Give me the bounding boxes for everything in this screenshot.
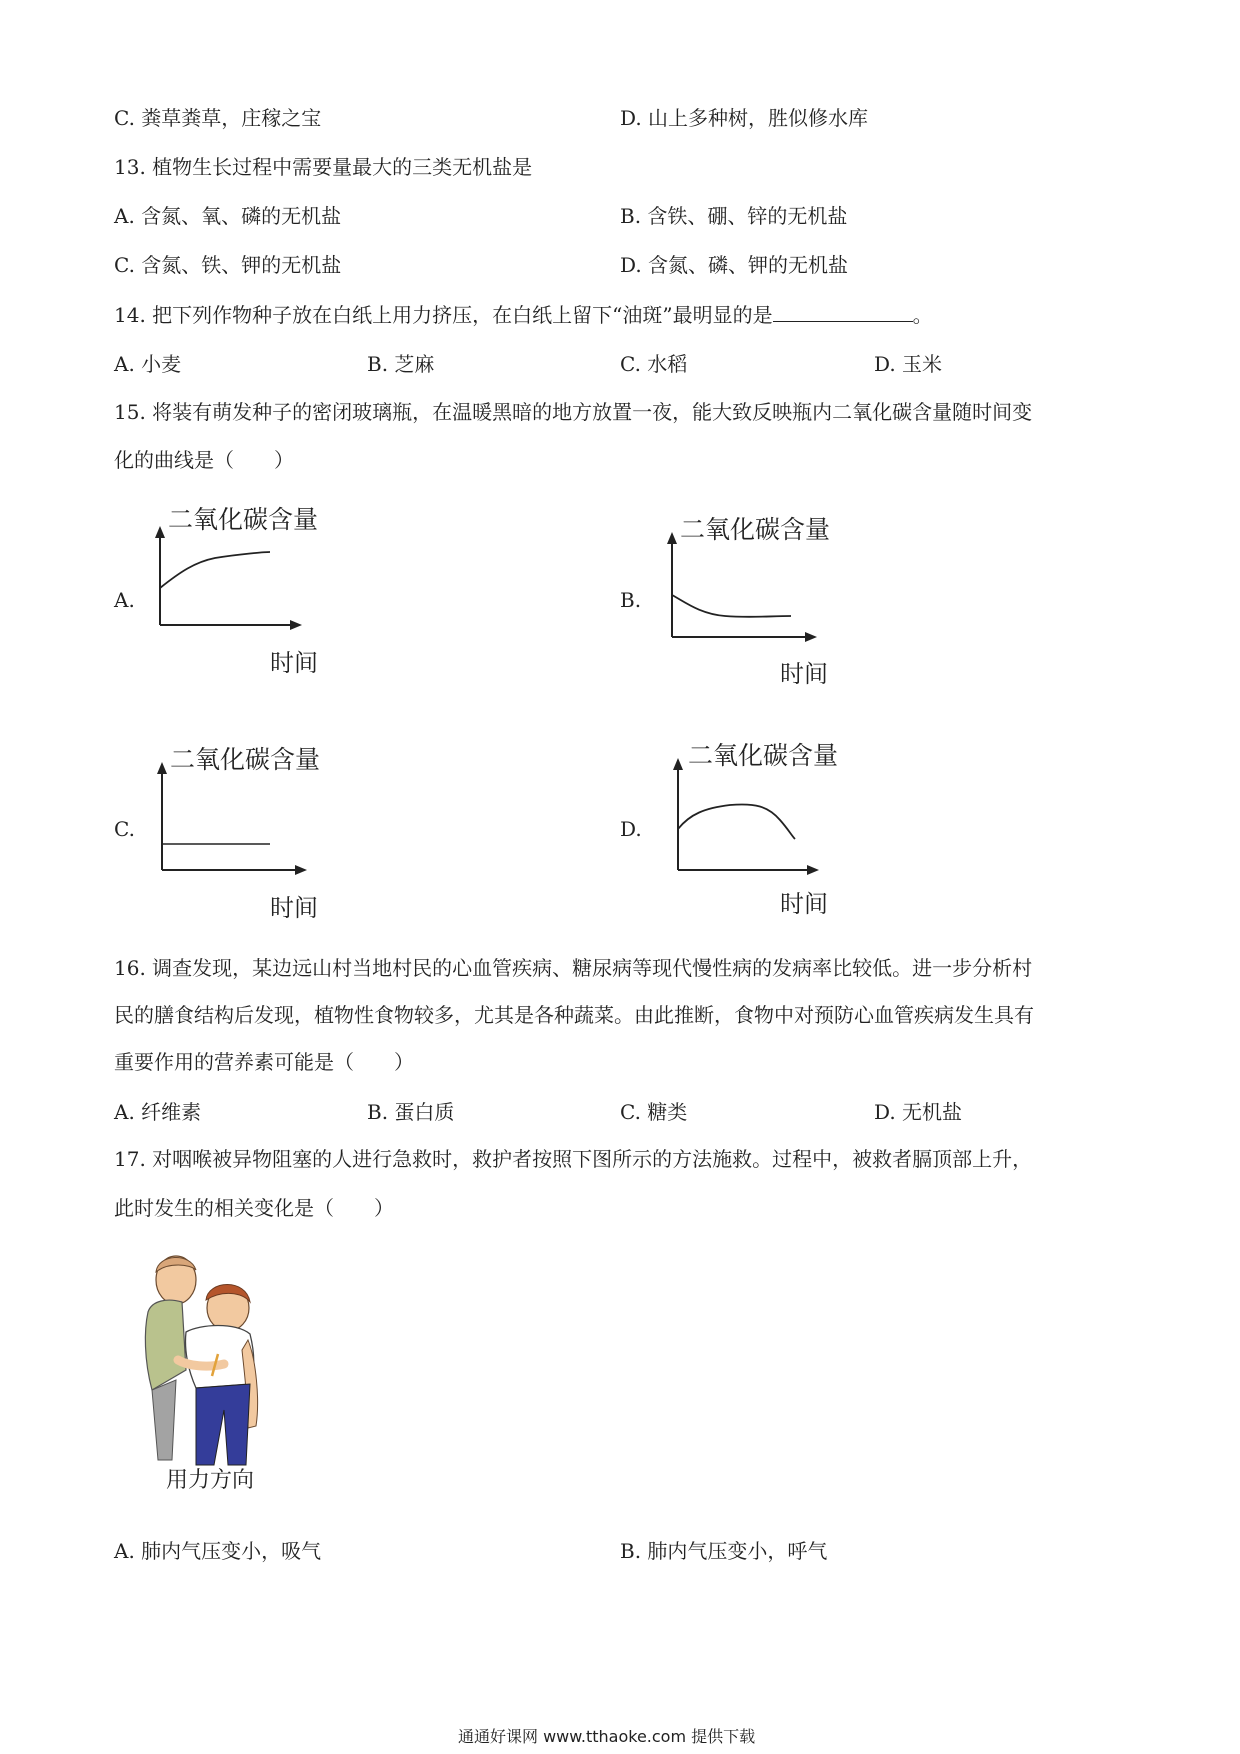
q16-stem-line1: 16. 调查发现，某边远山村当地村民的心血管疾病、糖尿病等现代慢性病的发病率比较低。进一步分析村 — [114, 956, 1033, 980]
q15-stem-line2: 化的曲线是（ ） — [114, 448, 294, 472]
q17-option-a: A. 肺内气压变小，吸气 — [114, 1539, 322, 1563]
q16-option-a: A. 纤维素 — [114, 1100, 202, 1124]
q14-option-b: B. 芝麻 — [367, 352, 435, 376]
q12-option-c: C. 粪草粪草，庄稼之宝 — [114, 106, 322, 130]
q15-graph-a — [140, 500, 320, 684]
graph-d-curve — [678, 804, 795, 839]
q15-graph-b — [650, 510, 850, 694]
graph-b-ylabel: 二氧化碳含量 — [680, 515, 831, 544]
graph-c-ylabel: 二氧化碳含量 — [170, 745, 321, 774]
q15-stem-line1: 15. 将装有萌发种子的密闭玻璃瓶，在温暖黑暗的地方放置一夜，能大致反映瓶内二氧化碳含量随时间变 — [114, 400, 1033, 424]
answer-blank — [773, 301, 913, 322]
q17-stem-line1: 17. 对咽喉被异物阻塞的人进行急救时，救护者按照下图所示的方法施救。过程中，被救者膈顶部上升， — [114, 1147, 1033, 1171]
graph-b-xlabel: 时间 — [780, 660, 828, 688]
q13-stem: 13. 植物生长过程中需要量最大的三类无机盐是 — [114, 155, 533, 179]
q15-option-b-letter: B. — [620, 588, 642, 612]
graph-b-curve — [672, 595, 791, 617]
q14-stem-text: 14. 把下列作物种子放在白纸上用力挤压，在白纸上留下“油斑”最明显的是 — [114, 303, 773, 327]
graph-a-ylabel: 二氧化碳含量 — [168, 505, 319, 534]
graph-d-ylabel: 二氧化碳含量 — [688, 741, 839, 770]
q13-option-d: D. 含氮、磷、钾的无机盐 — [620, 253, 849, 277]
q14-option-d: D. 玉米 — [874, 352, 943, 376]
q15-graph-c — [140, 740, 320, 924]
graph-a-curve — [160, 552, 270, 588]
q14-stem-end: 。 — [912, 303, 933, 327]
q13-option-b: B. 含铁、硼、锌的无机盐 — [620, 204, 848, 228]
figure-caption: 用力方向 — [166, 1468, 255, 1493]
q12-option-d: D. 山上多种树，胜似修水库 — [620, 106, 869, 130]
q15-option-a-letter: A. — [114, 588, 135, 612]
q16-option-b: B. 蛋白质 — [367, 1100, 455, 1124]
q14-stem — [114, 301, 933, 329]
heimlich-maneuver-illustration — [138, 1250, 278, 1474]
q15-graph-d — [650, 736, 850, 920]
q15-option-c-letter: C. — [114, 817, 135, 841]
q17-option-b: B. 肺内气压变小，呼气 — [620, 1539, 828, 1563]
q13-option-c: C. 含氮、铁、钾的无机盐 — [114, 253, 342, 277]
q16-option-d: D. 无机盐 — [874, 1100, 963, 1124]
graph-c-xlabel: 时间 — [270, 894, 318, 922]
q16-stem-line3: 重要作用的营养素可能是（ ） — [114, 1050, 414, 1074]
q16-stem-line2: 民的膳食结构后发现，植物性食物较多，尤其是各种蔬菜。由此推断，食物中对预防心血管疾病发生具有 — [114, 1003, 1034, 1027]
footer-watermark: 通通好课网 www.tthaoke.com 提供下载 — [458, 1727, 756, 1746]
q13-option-a: A. 含氮、氧、磷的无机盐 — [114, 204, 342, 228]
q14-option-c: C. 水稻 — [620, 352, 688, 376]
q17-stem-line2: 此时发生的相关变化是（ ） — [114, 1196, 394, 1220]
graph-a-xlabel: 时间 — [270, 649, 318, 677]
q16-option-c: C. 糖类 — [620, 1100, 688, 1124]
graph-d-xlabel: 时间 — [780, 890, 828, 918]
q15-option-d-letter: D. — [620, 817, 642, 841]
q14-option-a: A. 小麦 — [114, 352, 182, 376]
